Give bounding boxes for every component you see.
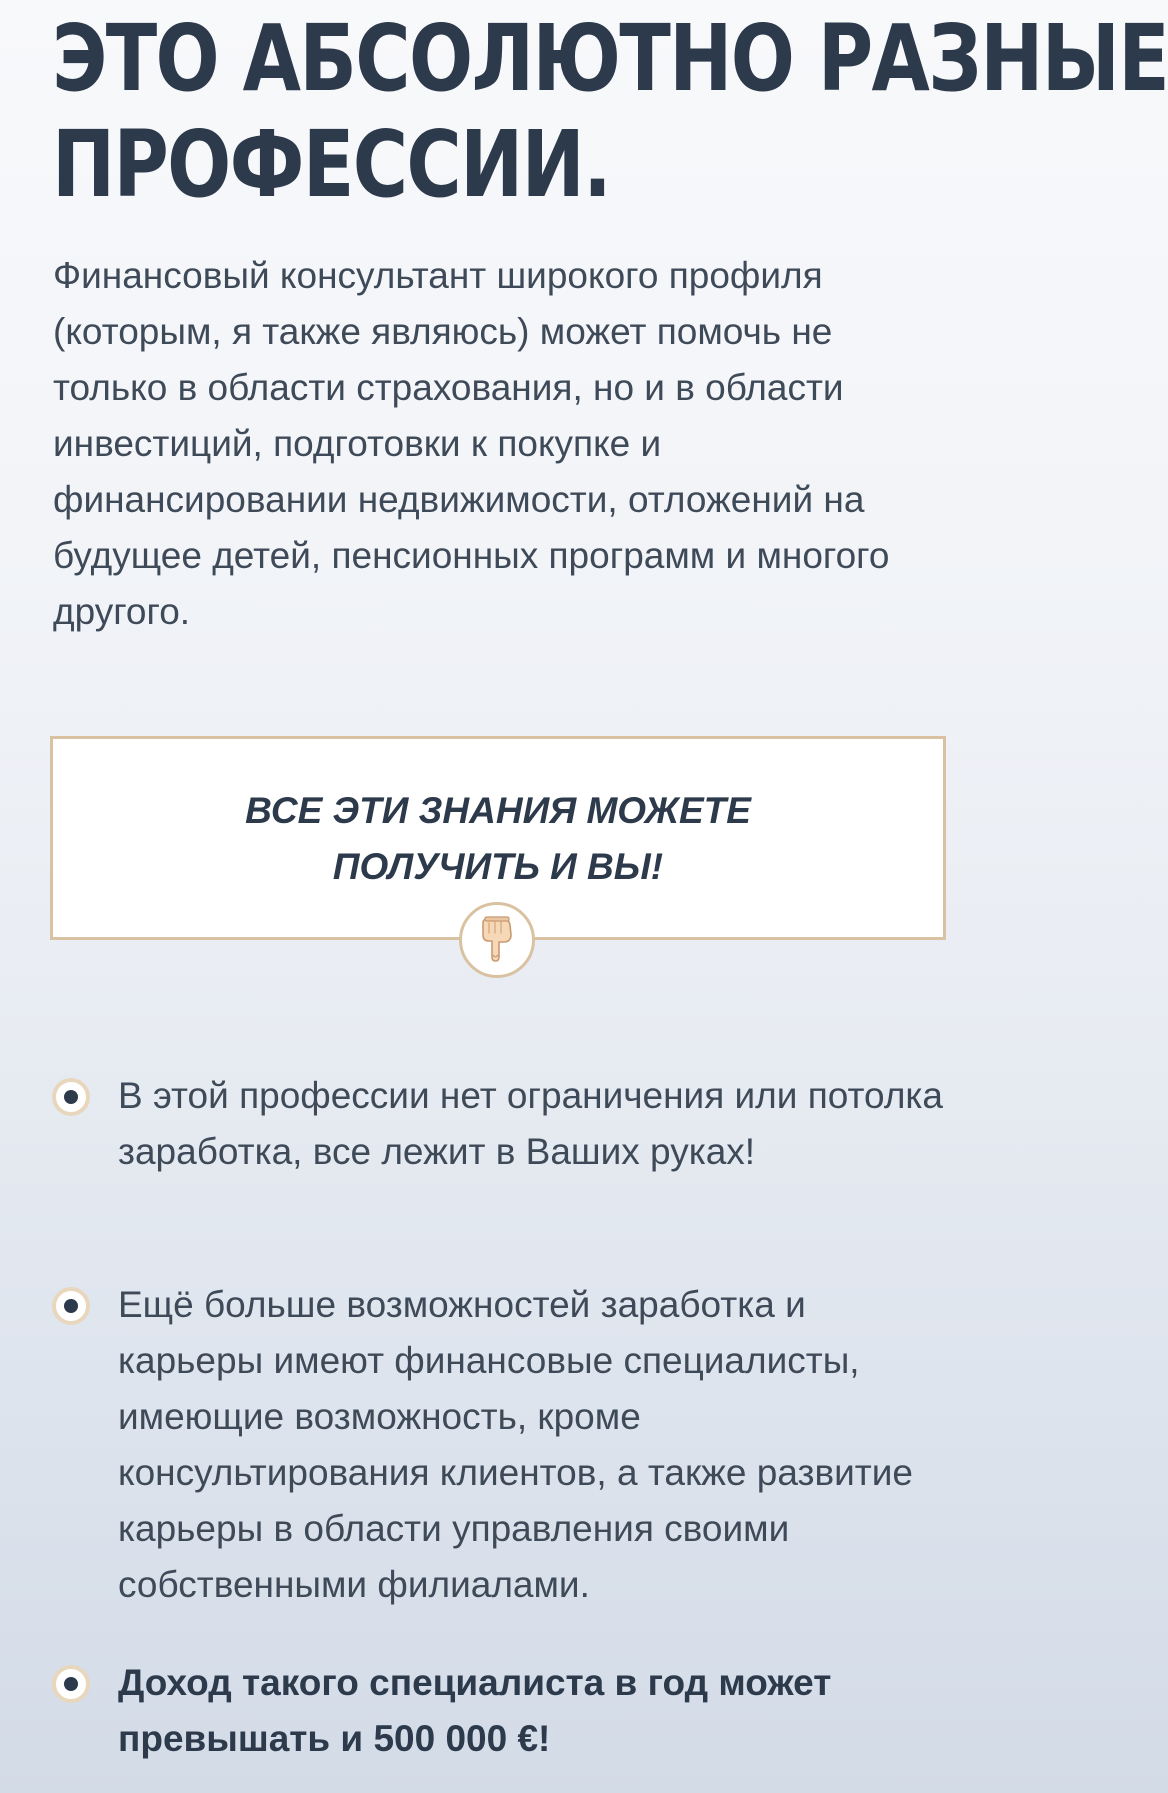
pointing-down-hand-icon [459,902,535,978]
bullet-dot-icon [52,1287,90,1325]
pointing-down-hand-glyph [477,917,517,963]
intro-paragraph: Финансовый консультант широкого профиля (которым, я также являюсь) может помочь не только в области страхования, но и в области инвестиций, подготовки к покупке и финансировании недвижимости, отложений на будущее детей, пенсионных программ и многого другого. [53,255,890,632]
page-title [52,5,1168,218]
callout-line-2: ПОЛУЧИТЬ И ВЫ! [332,846,664,887]
callout-line-1: ВСЕ ЭТИ ЗНАНИЯ МОЖЕТЕ [245,790,751,831]
list-item-text: Ещё больше возможностей заработка и карьеры имеют финансовые специалисты, имеющие возможность, кроме консультирования клиентов, а также развитие карьеры в области управления своими собственными филиалами. [118,1284,913,1605]
list-item-text: В этой профессии нет ограничения или потолка заработка, все лежит в Ваших руках! [118,1075,943,1172]
bullet-dot-icon [52,1665,90,1703]
callout-text [53,783,943,895]
bullet-dot-icon [52,1078,90,1116]
page-title-line-2: ПРОФЕССИИ. [52,111,611,218]
list-item-text-bold: Доход такого специалиста в год может превышать и 500 000 €! [118,1662,832,1759]
page-title-line-1: ЭТО АБСОЛЮТНО РАЗНЫЕ [52,5,1168,112]
